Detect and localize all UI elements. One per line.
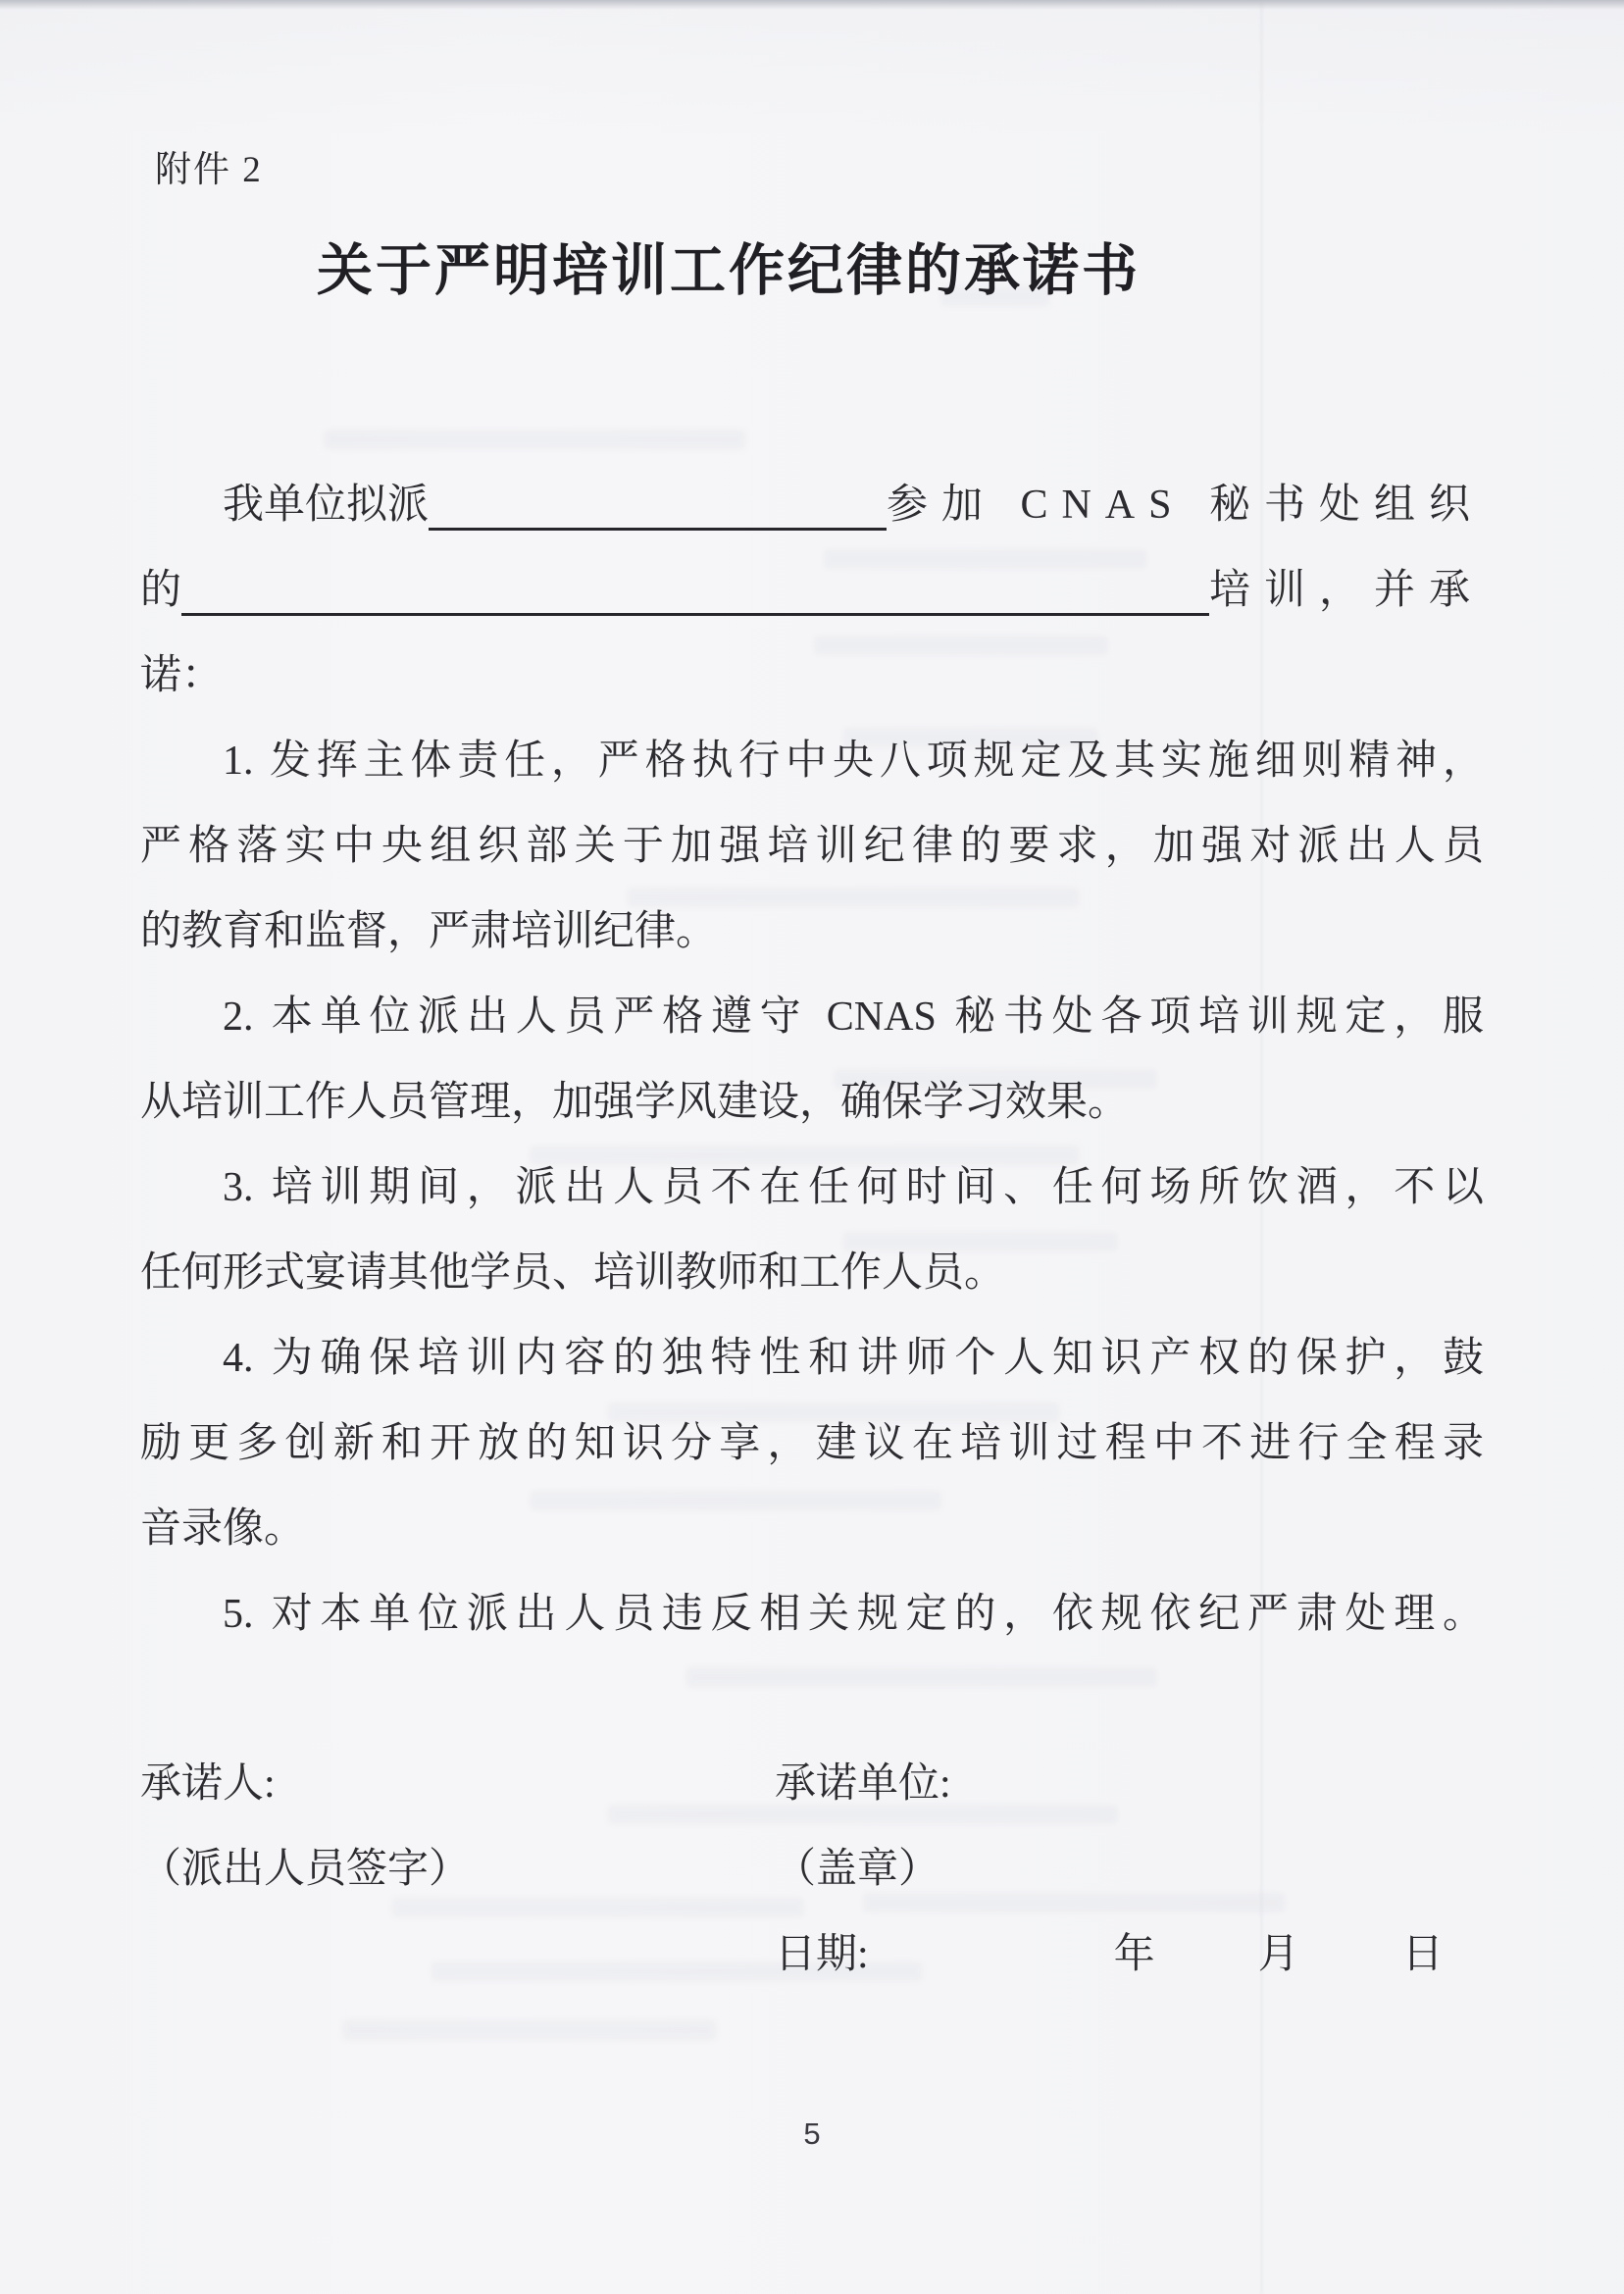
bleed-through-artifact [686, 1667, 1157, 1687]
item-2-line-2: 从培训工作人员管理，加强学风建设，确保学习效果。 [140, 1080, 1130, 1125]
unit-note: （盖章） [775, 1847, 940, 1892]
date-line [775, 1912, 1444, 1998]
date-year-blank [869, 1912, 1114, 1998]
intro-line-1 [140, 463, 1484, 548]
intro-line-1-suffix: 参加 CNAS 秘书处组织 [886, 483, 1484, 528]
intro-line-3: 诺： [140, 653, 224, 698]
intro-line-2-suffix: 培训，并承 [1208, 568, 1484, 613]
fill-in-blank-training-name [181, 613, 1209, 616]
intro-line-2-prefix: 的 [140, 568, 182, 613]
intro-line-1-prefix: 我单位拟派 [223, 483, 430, 528]
bleed-through-artifact [343, 2020, 716, 2040]
item-2-line-1: 2. 本单位派出人员严格遵守 CNAS 秘书处各项培训规定，服 [223, 994, 1484, 1040]
date-day-blank [1299, 1912, 1402, 1998]
date-day-label: 日 [1401, 1932, 1444, 1977]
item-4-line-1: 4. 为确保培训内容的独特性和讲师个人知识产权的保护，鼓 [223, 1336, 1484, 1381]
item-1-line-1: 1. 发挥主体责任，严格执行中央八项规定及其实施细则精神， [223, 739, 1484, 784]
page-number: 5 [803, 2116, 821, 2151]
item-3-line-2: 任何形式宴请其他学员、培训教师和工作人员。 [140, 1250, 1006, 1296]
item-4-line-2: 励更多创新和开放的知识分享，建议在培训过程中不进行全程录 [140, 1421, 1484, 1466]
item-5-line-1: 5. 对本单位派出人员违反相关规定的，依规依纪严肃处理。 [223, 1592, 1484, 1637]
item-3-line-1: 3. 培训期间，派出人员不在任何时间、任何场所饮酒，不以 [223, 1165, 1484, 1210]
promisor-column [140, 1742, 470, 1912]
date-label: 日期: [775, 1932, 869, 1977]
first-line-indent [140, 463, 223, 548]
promisor-note: （派出人员签字） [140, 1847, 471, 1892]
promisor-label: 承诺人: [140, 1761, 276, 1807]
item-4-line-3: 音录像。 [140, 1506, 306, 1552]
item-1-line-3: 的教育和监督，严肃培训纪律。 [140, 909, 718, 954]
unit-column [775, 1742, 1444, 1998]
bleed-through-artifact [324, 430, 745, 449]
date-month-label: 月 [1257, 1932, 1299, 1977]
unit-label: 承诺单位: [775, 1761, 951, 1807]
attachment-label: 附件 2 [155, 150, 263, 190]
fill-in-blank-personnel [429, 528, 887, 531]
page-title: 关于严明培训工作纪律的承诺书 [317, 240, 1141, 302]
date-year-label: 年 [1113, 1932, 1155, 1977]
item-1-line-2: 严格落实中央组织部关于加强培训纪律的要求，加强对派出人员 [140, 824, 1484, 869]
scan-edge-artifact [0, 0, 1624, 10]
body-text [140, 463, 1484, 1657]
intro-line-2 [140, 548, 1484, 634]
date-month-blank [1155, 1912, 1258, 1998]
